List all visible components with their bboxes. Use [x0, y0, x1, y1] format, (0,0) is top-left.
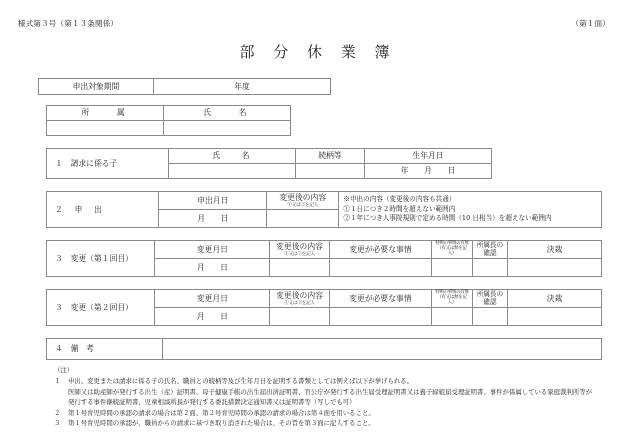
child-name-header: 氏 名: [169, 149, 296, 164]
table-row: [47, 241, 602, 259]
change-2-special-case-header-text: 特例の事情の有無（有又は無を記入）: [435, 290, 469, 305]
table-row: [47, 149, 492, 164]
change-1-approval-value[interactable]: [508, 259, 602, 277]
application-period-label: 申出対象期間: [39, 79, 154, 95]
footnote-3-line-0: 第１号育児時間の承認が、職員からの請求に基づき取り消された場合は、その旨を第３面に記入すること。: [68, 418, 375, 427]
application-period-table: [38, 78, 331, 95]
footnotes: [54, 365, 602, 428]
name-header: 氏 名: [164, 106, 291, 121]
change-2-changed-content-header: [270, 290, 330, 308]
footnote-1-number: １: [54, 377, 61, 386]
department-header: 所 属: [47, 106, 164, 121]
change-2-special-case-value[interactable]: [432, 308, 473, 326]
change-1-label: ３ 変更（第１回目）: [47, 241, 155, 277]
footnote-1-line-2: 発行する事件継続証明書、児童相談所長が発行する委託措置決定通知書又は証明書等（写しでも可）: [68, 398, 356, 407]
change-2-approval-header: 決裁: [508, 290, 602, 308]
application-note-1: ①１日につき２時間を超えない範囲内: [343, 204, 456, 213]
employee-table: [46, 105, 291, 136]
application-period-value[interactable]: 年度: [154, 79, 331, 95]
child-section-label: １ 請求に係る子: [47, 149, 169, 179]
footnote-1-line-0: 申出、変更または請求に係る子の氏名、職員との続柄等及び生年月日を証明する書類としては例えば以下が挙げられる。: [68, 377, 414, 386]
child-birthdate-value[interactable]: 年 月 日: [365, 164, 492, 179]
change-2-confirm-value[interactable]: [472, 308, 507, 326]
table-row: [47, 106, 291, 121]
change-section-table-1: [46, 240, 602, 277]
application-note-2: ②１年につき人事院規則で定める時間（10 日相当）を超えない範囲内: [343, 214, 552, 223]
table-row: [47, 121, 291, 136]
change-1-special-case-value[interactable]: [432, 259, 473, 277]
change-1-changed-content-note: ①又は②を記入: [284, 251, 315, 257]
application-section-table: [46, 191, 602, 228]
footnote-item-2: [54, 408, 602, 418]
footnote-item-3: [54, 418, 602, 428]
table-row: [47, 290, 602, 308]
application-note-0: ※申出の内容（変更後の内容も共通）: [343, 195, 456, 204]
application-changed-content-header-text: 変更後の内容: [279, 192, 327, 202]
page-title: 部 分 休 業 簿: [239, 43, 397, 61]
form-number: 様式第３号（第１３条関係）: [18, 19, 119, 28]
change-1-reason-header: 変更が必要な事情: [329, 241, 431, 259]
change-2-changed-content-note: ①又は②を記入: [284, 300, 315, 306]
footnote-2-number: ２: [54, 408, 61, 417]
application-changed-content-note: ①又は②を記入: [287, 202, 319, 208]
change-1-reason-value[interactable]: [329, 259, 431, 277]
child-relation-value[interactable]: [296, 164, 365, 179]
child-birthdate-header: 生年月日: [365, 149, 492, 164]
table-row: [47, 192, 602, 210]
remark-value[interactable]: [162, 339, 601, 360]
name-value[interactable]: [164, 121, 291, 136]
change-2-special-case-header: [432, 290, 473, 308]
page-label: （第１面）: [571, 19, 610, 28]
change-2-confirm-header: 所属長の確認: [472, 290, 507, 308]
change-section-table-2: [46, 289, 602, 326]
change-2-date-value[interactable]: 月 日: [155, 308, 270, 326]
change-1-date-value[interactable]: 月 日: [155, 259, 270, 277]
change-1-changed-content-value[interactable]: [270, 259, 330, 277]
change-1-approval-header: 決裁: [508, 241, 602, 259]
child-relation-header: 続柄等: [296, 149, 365, 164]
department-value[interactable]: [47, 121, 164, 136]
application-section-label: ２ 申 出: [47, 192, 159, 228]
footnotes-caption: （注）: [54, 366, 74, 374]
footnote-item-1: [54, 376, 602, 386]
change-1-date-header: 変更月日: [155, 241, 270, 259]
change-2-changed-content-value[interactable]: [270, 308, 330, 326]
footnote-3-number: ３: [54, 418, 61, 427]
child-name-value[interactable]: [169, 164, 296, 179]
change-2-label: ３ 変更（第２回目）: [47, 290, 155, 326]
table-row: [47, 339, 602, 360]
application-date-value[interactable]: 月 日: [159, 210, 267, 228]
application-changed-content-value[interactable]: [267, 210, 339, 228]
document-header: [18, 18, 610, 32]
change-1-changed-content-header: [270, 241, 330, 259]
change-2-changed-content-header-text: 変更後の内容: [276, 290, 323, 300]
change-2-reason-value[interactable]: [329, 308, 431, 326]
remark-section-table: [46, 338, 602, 360]
application-date-header: 申出月日: [159, 192, 267, 210]
change-2-approval-value[interactable]: [508, 308, 602, 326]
child-section-table: [46, 148, 492, 179]
application-changed-content-header: [267, 192, 339, 210]
table-row: [39, 79, 331, 95]
remark-label: ４ 備 考: [47, 339, 163, 360]
application-notes-cell: [339, 192, 602, 228]
change-1-changed-content-header-text: 変更後の内容: [276, 241, 323, 251]
footnote-2-line-0: 第１号育児時間の承認の請求の場合は第２面、第２号育児時間の承認の請求の場合は第４面を用いること。: [68, 408, 375, 417]
change-2-reason-header: 変更が必要な事情: [329, 290, 431, 308]
change-2-date-header: 変更月日: [155, 290, 270, 308]
change-1-confirm-header: 所属長の確認: [472, 241, 507, 259]
change-1-special-case-header-text: 特例の事情の有無（有又は無を記入）: [435, 241, 469, 256]
change-1-confirm-value[interactable]: [472, 259, 507, 277]
footnote-1-line-1: 医師又は助産師が発行する出生（産）証明書、母子健康手帳の出生届出済証明書、官公庁が発行する出生届受理証明書又は養子縁組届受理証明書、事件が係属している家庭裁判所等が: [68, 387, 593, 396]
change-1-special-case-header: [432, 241, 473, 259]
